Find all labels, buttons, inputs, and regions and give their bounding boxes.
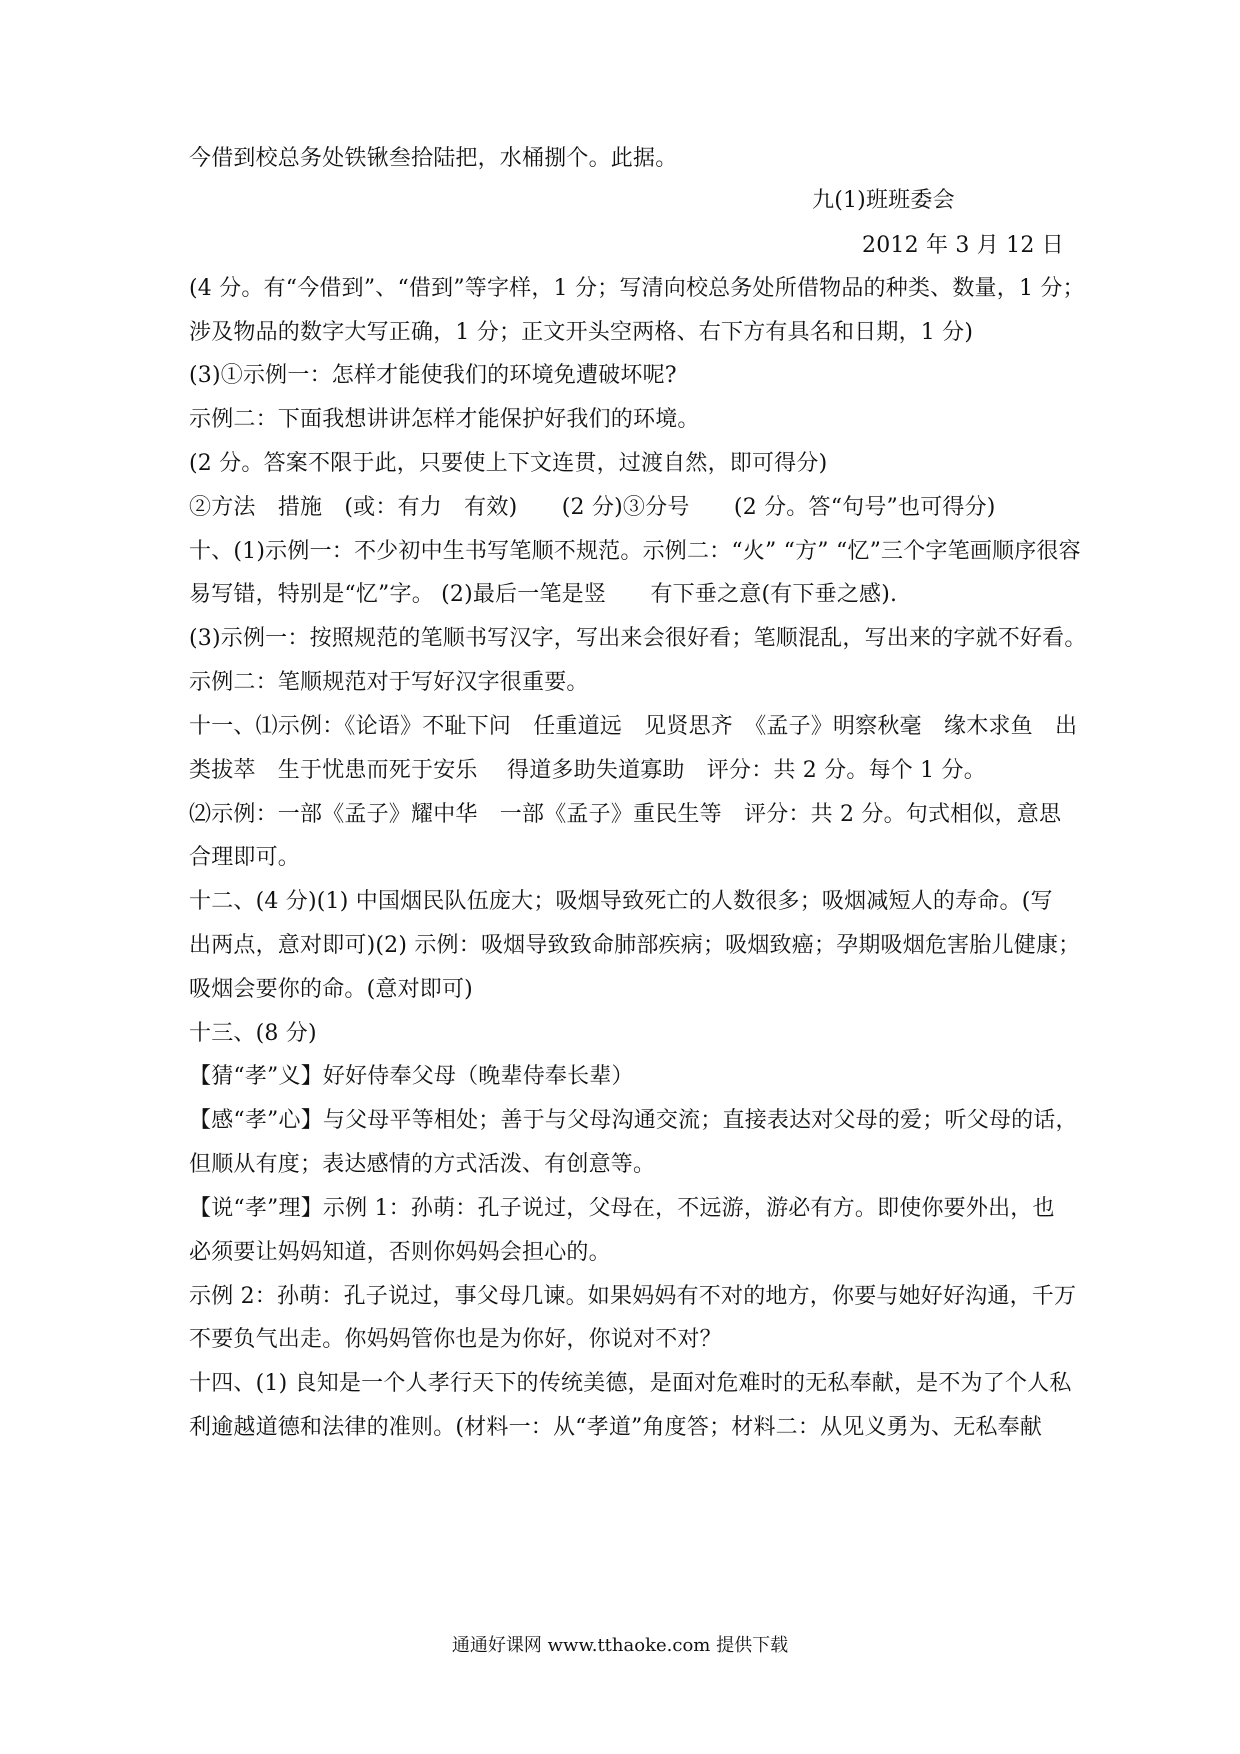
text-line: 必须要让妈妈知道，否则你妈妈会担心的。	[189, 1240, 611, 1265]
text-line: 十一、⑴示例：《论语》不耻下问 任重道远 见贤思齐 《孟子》明察秋毫 缘木求鱼 出	[189, 714, 1078, 739]
text-line: 十、(1)示例一：不少初中生书写笔顺不规范。示例二：“火” “方” “忆”三个字笔画顺序很容	[189, 539, 1081, 564]
text-line: 不要负气出走。你妈妈管你也是为你好，你说对不对？	[189, 1327, 722, 1352]
text-line: 出两点，意对即可)(2) 示例：吸烟导致致命肺部疾病；吸烟致癌；孕期吸烟危害胎儿健康；	[189, 933, 1081, 958]
text-line: 示例二：笔顺规范对于写好汉字很重要。	[189, 670, 589, 695]
text-line: 示例 2：孙萌：孔子说过，事父母几谏。如果妈妈有不对的地方，你要与她好好沟通，千万	[189, 1284, 1077, 1309]
text-line: 【感“孝”心】与父母平等相处；善于与父母沟通交流；直接表达对父母的爱；听父母的话，	[189, 1108, 1078, 1133]
text-line: 涉及物品的数字大写正确，1 分；正文开头空两格、右下方有具名和日期，1 分)	[189, 320, 974, 345]
signature-date: 2012 年 3 月 12 日	[862, 233, 1064, 258]
text-line: 合理即可。	[189, 845, 301, 870]
text-line: 【说“孝”理】示例 1：孙萌：孔子说过，父母在，不远游，游必有方。即使你要外出，也	[189, 1196, 1055, 1221]
text-line: 十四、(1) 良知是一个人孝行天下的传统美德，是面对危难时的无私奉献，是不为了个人私	[189, 1371, 1072, 1396]
signature-name: 九(1)班班委会	[812, 188, 955, 213]
text-line: ②方法 措施 (或：有力 有效) (2 分)③分号 (2 分。答“句号”也可得分)	[189, 495, 996, 520]
text-line: 十三、(8 分)	[189, 1021, 317, 1046]
text-line: 类拔萃 生于忧患而死于安乐 得道多助失道寡助 评分：共 2 分。每个 1 分。	[189, 758, 986, 783]
text-line: 易写错，特别是“忆”字。 (2)最后一笔是竖 有下垂之意(有下垂之感).	[189, 582, 898, 607]
page-footer: 通通好课网 www.tthaoke.com 提供下载	[451, 1635, 789, 1656]
text-line: 吸烟会要你的命。(意对即可)	[189, 977, 473, 1002]
text-line: (3)示例一：按照规范的笔顺书写汉字，写出来会很好看；笔顺混乱，写出来的字就不好看。	[189, 626, 1087, 651]
text-line: 十二、(4 分)(1) 中国烟民队伍庞大；吸烟导致死亡的人数很多；吸烟减短人的寿命。(写	[189, 889, 1053, 914]
receipt-body-line: 今借到校总务处铁锹叁拾陆把，水桶捌个。此据。	[189, 146, 678, 171]
text-line: (4 分。有“今借到”、“借到”等字样，1 分；写清向校总务处所借物品的种类、数量，1 分；	[189, 276, 1085, 301]
text-line: (3)①示例一：怎样才能使我们的环境免遭破坏呢?	[189, 363, 677, 388]
text-line: 示例二：下面我想讲讲怎样才能保护好我们的环境。	[189, 407, 700, 432]
text-line: 利逾越道德和法律的准则。(材料一：从“孝道”角度答；材料二：从见义勇为、无私奉献	[189, 1415, 1043, 1440]
text-line: 但顺从有度；表达感情的方式活泼、有创意等。	[189, 1152, 656, 1177]
text-line: (2 分。答案不限于此，只要使上下文连贯，过渡自然，即可得分)	[189, 451, 828, 476]
text-line: ⑵示例：一部《孟子》耀中华 一部《孟子》重民生等 评分：共 2 分。句式相似，意思	[189, 802, 1062, 827]
text-line: 【猜“孝”义】好好侍奉父母（晚辈侍奉长辈）	[189, 1064, 634, 1089]
